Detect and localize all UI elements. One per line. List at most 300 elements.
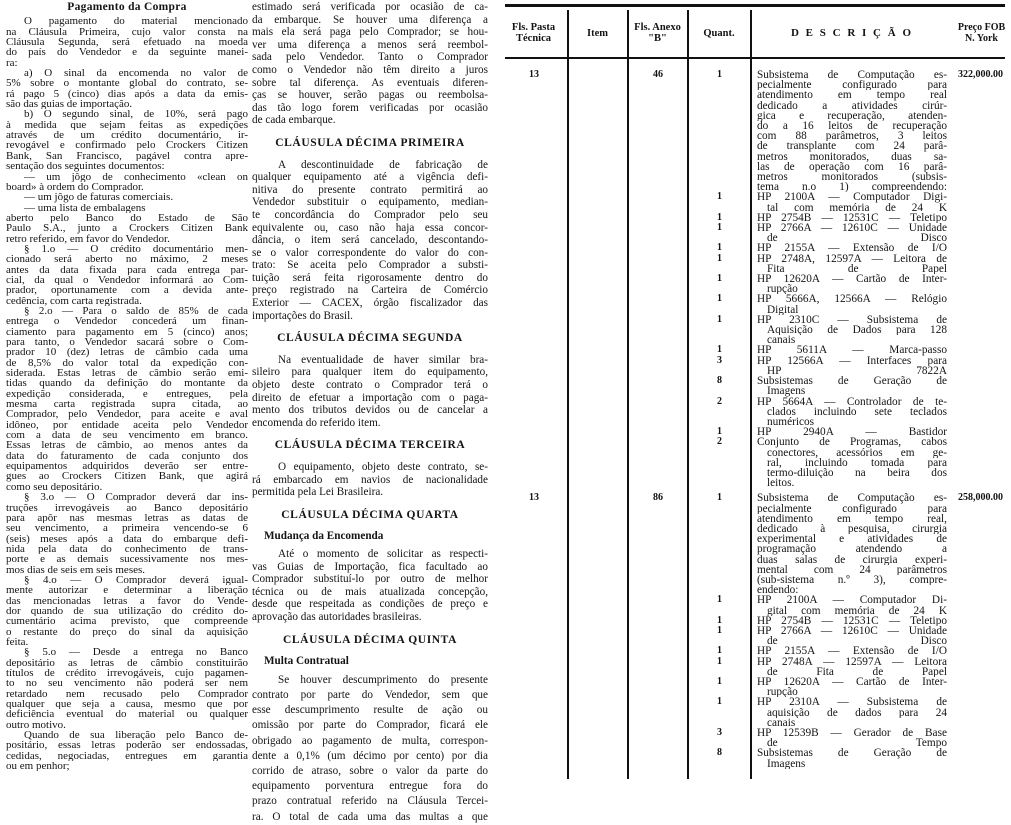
empty-cell xyxy=(568,626,628,646)
text-line: 5% sobre o montante global do contrato, se- xyxy=(6,78,248,89)
paragraph xyxy=(6,213,248,244)
cell-descricao xyxy=(751,437,947,488)
cell-quant: 3 xyxy=(717,727,722,738)
text-line: estimado será verificada por ocasião de ca- xyxy=(252,1,488,13)
paragraph xyxy=(252,548,488,624)
cell-descricao xyxy=(751,376,947,396)
empty-cell xyxy=(628,192,688,212)
sub-item-row xyxy=(500,274,1011,294)
text-line: siderada. Estas letras de câmbio serão emi- xyxy=(6,368,248,379)
empty-cell xyxy=(947,646,1011,656)
clause-subheading: Multa Contratual xyxy=(264,655,349,668)
paragraph xyxy=(252,354,488,430)
empty-cell xyxy=(568,376,628,396)
cell-fls-pasta: 13 xyxy=(529,69,539,80)
cell-descricao xyxy=(751,595,947,615)
empty-cell xyxy=(568,677,628,697)
cell-descricao xyxy=(751,213,947,223)
table-row xyxy=(500,493,1011,595)
cell-descricao xyxy=(751,493,947,595)
description-line: programação atendendo a xyxy=(757,544,947,555)
text-line: sobre tal diferença. As eventuais diferen- xyxy=(252,76,488,89)
text-line: antes da data fixada para cada entrega par- xyxy=(6,264,248,275)
text-line: Essas letras de câmbio, ao menos antes da xyxy=(6,440,248,451)
text-line: esse descumprimento resulte de ação ou xyxy=(252,704,488,717)
cell-quant: 3 xyxy=(717,354,722,366)
text-line: direito de efetuar a importação com o paga- xyxy=(252,391,488,404)
empty-cell xyxy=(628,616,688,626)
text-line: à medida que sejam feitas as expedições xyxy=(6,119,248,131)
sub-item-row xyxy=(500,294,1011,314)
text-line: — uma lista de embalagens xyxy=(24,202,146,213)
empty-cell xyxy=(628,677,688,697)
description-line: HP 2766A — 12610C — Unidade xyxy=(757,223,947,234)
cell-descricao xyxy=(751,254,947,274)
text-line: board» à ordem do Comprador. xyxy=(6,181,144,193)
header-preco: Preço FOB N. York xyxy=(957,22,1006,44)
empty-cell xyxy=(500,315,568,346)
cell-descricao xyxy=(751,274,947,294)
empty-cell xyxy=(500,223,568,243)
empty-cell xyxy=(500,274,568,294)
cell-quant: 1 xyxy=(717,614,722,626)
cell-descricao xyxy=(751,315,947,346)
clause-subheading: Mudança da Encomenda xyxy=(264,530,384,543)
text-line: deficiência eventual do material ou qualquer xyxy=(6,709,248,720)
description-line: HP 7822A xyxy=(767,365,947,377)
description-line: HP 2748A — 12597A — Leitora xyxy=(757,656,947,667)
empty-cell xyxy=(568,657,628,677)
sub-item-row xyxy=(500,437,1011,488)
text-line: como o Vendedor não têm direito a juros xyxy=(252,63,488,76)
cell-quant: 1 xyxy=(717,655,722,667)
empty-cell xyxy=(500,646,568,656)
empty-cell xyxy=(947,437,1011,488)
table-row-group xyxy=(500,493,1011,768)
empty-cell xyxy=(568,397,628,428)
table-row-group xyxy=(500,70,1011,488)
text-line: seu vencimento, a primeira vencendo-se 6 xyxy=(6,523,248,534)
description-line: atendimento em tempo real xyxy=(757,90,947,101)
text-line: técnica ou de mais atualizada concepção, xyxy=(252,585,488,598)
text-line: mos dias de seis em seis meses. xyxy=(6,564,146,575)
empty-cell xyxy=(947,626,1011,646)
empty-cell xyxy=(628,376,688,396)
description-line: de Disco xyxy=(767,233,947,244)
empty-cell xyxy=(568,437,628,488)
paragraph xyxy=(6,306,248,492)
text-line: preço registrado na Carteira de Comércio xyxy=(252,284,488,297)
empty-cell xyxy=(500,376,568,396)
cell-descricao xyxy=(751,356,947,376)
cell-descricao xyxy=(751,243,947,253)
left-column xyxy=(6,2,248,771)
cell-descricao xyxy=(751,345,947,355)
text-line: prador 10 (dez) letras de câmbio cada uma xyxy=(6,347,248,358)
description-line: aquisição de dados para 24 xyxy=(767,707,947,718)
cell-quant: 1 xyxy=(717,222,722,234)
sub-item-row xyxy=(500,697,1011,728)
text-line: através de um crédito documentário, ir- xyxy=(6,130,248,141)
text-line: mais ela será paga pelo Comprador; se hou- xyxy=(252,26,488,39)
paragraph xyxy=(6,192,248,202)
description-line: mental com 24 parâmetros xyxy=(757,564,947,575)
text-line: das mencionadas letras a favor do Vende- xyxy=(6,595,248,606)
text-line: dor quando de sua utilização do crédito do- xyxy=(6,605,248,617)
paragraph xyxy=(6,68,248,109)
clause-heading: CLÁUSULA DÉCIMA QUINTA xyxy=(282,633,457,646)
text-line: cumentário acima previsto, que compreende xyxy=(6,616,248,627)
paragraph xyxy=(252,159,488,323)
header-fls-anexo: Fls. Anexo "B" xyxy=(634,22,681,44)
text-line: rá embarcado em navios de nacionalidade xyxy=(252,473,488,486)
cell-quant: 1 xyxy=(717,252,722,264)
description-line: HP 2766A — 12610C — Unidade xyxy=(757,625,947,637)
sub-item-row xyxy=(500,213,1011,223)
text-line: retro referido, em favor do Vendedor. xyxy=(6,233,170,244)
cell-quant: 1 xyxy=(717,594,722,606)
middle-column xyxy=(252,1,488,825)
description-line: tal com memória de 24 K xyxy=(767,202,947,213)
text-line: Vendedor substituir o equipamento, median- xyxy=(252,196,488,209)
description-line: metros monitorados, duas sa- xyxy=(757,151,947,162)
empty-cell xyxy=(947,274,1011,294)
text-line: § 5.o — Desde a entrega no Banco xyxy=(24,647,248,658)
empty-cell xyxy=(500,345,568,355)
text-line: equipamento porventura entregue fora do xyxy=(252,780,488,793)
empty-cell xyxy=(947,243,1011,253)
description-line: de transplante com 24 parâ- xyxy=(757,141,947,152)
sub-item-row xyxy=(500,646,1011,656)
cell-descricao xyxy=(751,397,947,428)
left-column-body xyxy=(6,16,248,771)
text-line: mente autorizar e determinar a liberação xyxy=(6,585,248,596)
text-line: para apôr nas mesmas letras as datas de xyxy=(6,512,248,524)
text-line: das tão logo forem verificadas por ocasião xyxy=(252,101,488,114)
description-line: Subsistema de Computação es- xyxy=(757,493,947,504)
empty-cell xyxy=(947,595,1011,615)
empty-cell xyxy=(628,626,688,646)
sub-item-row xyxy=(500,397,1011,428)
text-line: para tanto, o Vendedor sacará sobre o Com- xyxy=(6,337,248,348)
text-line: data do faturamento de cada conjunto dos xyxy=(6,450,248,462)
description-line: HP 2100A — Computador Digi- xyxy=(757,192,947,203)
header-item: Item xyxy=(587,27,608,39)
cell-quant: 1 xyxy=(717,69,722,80)
text-line: cedidas, negociadas, entregues em garantia xyxy=(6,750,248,762)
empty-cell xyxy=(568,294,628,314)
text-line: do país do Vendedor e da seguinte manei- xyxy=(6,47,248,58)
text-line: ra: xyxy=(6,57,18,69)
text-line: Cláusula Segunda, será efetuado na moeda xyxy=(6,37,248,48)
text-line: sileiro para qualquer item do equipamento, xyxy=(252,366,488,379)
cell-descricao xyxy=(751,697,947,728)
cell-descricao xyxy=(751,427,947,437)
text-line: qualquer equipamento até a vigência defi- xyxy=(252,171,488,184)
text-line: Paulo S.A., junto a Crockers Citizen Bank xyxy=(6,223,248,234)
text-line: mesma carta registrada supra citada, ao xyxy=(6,399,248,410)
paragraph xyxy=(6,109,248,171)
text-line: § 1.o — O crédito documentário men- xyxy=(24,243,248,255)
sub-item-row xyxy=(500,657,1011,677)
paragraph xyxy=(6,730,248,771)
text-line: aberto pelo Banco do Estado de São xyxy=(6,212,248,224)
empty-cell xyxy=(500,356,568,376)
cell-descricao xyxy=(751,728,947,748)
text-line: ciamento para pagamento em 5 (cinco) anos; xyxy=(6,326,248,337)
description-line: ral, incluindo tomada para xyxy=(767,457,947,468)
empty-cell xyxy=(628,213,688,223)
description-line: do a 16 leitos de recuperação xyxy=(757,121,947,132)
text-line: qualquer que seja a causa, mesmo que por xyxy=(6,699,248,710)
description-line: gital com memória de 24 K xyxy=(767,605,947,616)
description-line: termo-diluição na beira dos xyxy=(767,467,947,479)
sub-item-row xyxy=(500,626,1011,646)
cell-descricao xyxy=(751,616,947,626)
empty-cell xyxy=(628,223,688,243)
text-line: Comprador, pelo Vendedor, para aceite e aval xyxy=(6,409,248,420)
sub-item-row xyxy=(500,595,1011,615)
cell-quant: 1 xyxy=(717,696,722,708)
cell-quant: 1 xyxy=(717,211,722,223)
text-line: revogável e confirmado pelo Crockers Citizen xyxy=(6,140,248,151)
sub-item-row xyxy=(500,223,1011,243)
text-line: Se houver descumprimento do presente xyxy=(278,673,488,686)
text-line: ças se houver, serão pagas ou reembolsa- xyxy=(252,89,488,102)
header-quant: Quant. xyxy=(703,27,735,39)
text-line: Exterior — CACEX, órgão fiscalizador das xyxy=(252,297,488,310)
empty-cell xyxy=(947,616,1011,626)
empty-cell xyxy=(500,243,568,253)
empty-cell xyxy=(500,294,568,314)
text-line: Comprador substituí-lo por outro de melhor xyxy=(252,573,488,586)
cell-quant: 1 xyxy=(717,645,722,657)
cell-quant: 1 xyxy=(717,624,722,636)
clause-heading: CLÁUSULA DÉCIMA SEGUNDA xyxy=(277,332,463,345)
description-line: HP 12620A — Cartão de Inter- xyxy=(757,274,947,285)
empty-cell xyxy=(568,345,628,355)
cell-descricao xyxy=(751,748,947,768)
equipment-table xyxy=(500,0,1011,779)
empty-cell xyxy=(628,697,688,728)
text-line: truções irrevogáveis ao Banco depositário xyxy=(6,502,248,513)
text-line: aprovação das autoridades brasileiras. xyxy=(252,610,422,623)
empty-cell xyxy=(628,748,688,768)
text-line: dância, o item será cancelado, descontando- xyxy=(252,234,488,247)
table-row xyxy=(500,70,1011,192)
empty-cell xyxy=(947,728,1011,748)
empty-cell xyxy=(947,657,1011,677)
empty-cell xyxy=(568,748,628,768)
description-line: de Fita de Papel xyxy=(767,666,947,677)
description-line: HP 2940A — Bastidor xyxy=(757,427,947,438)
text-line: prazo contratual referido na Cláusula Tercei- xyxy=(252,795,488,808)
text-line: positário, essas letras poderão ser endossadas, xyxy=(6,740,248,751)
sub-item-row xyxy=(500,376,1011,396)
cell-item xyxy=(568,70,628,192)
text-line: § 2.o — Para o saldo de 85% de cada xyxy=(24,305,248,317)
empty-cell xyxy=(500,397,568,428)
empty-cell xyxy=(500,697,568,728)
text-line: com a data de seu vencimento em branco. xyxy=(6,430,248,441)
empty-cell xyxy=(628,595,688,615)
text-line: — um jôgo de faturas comerciais. xyxy=(24,192,174,203)
text-line: depositário as letras de câmbio constituirão xyxy=(6,657,248,668)
description-line: Imagens xyxy=(767,758,806,769)
description-line: experimental e atividades de xyxy=(757,534,947,545)
paragraph xyxy=(6,492,248,575)
description-line: HP 2748A, 12597A — Leitora de xyxy=(757,253,947,264)
text-line: de cada embarque. xyxy=(252,114,336,127)
description-line: Subsistemas de Geração de xyxy=(757,748,947,759)
empty-cell xyxy=(628,345,688,355)
description-line: canais xyxy=(767,335,796,346)
text-line: tidas quando da definição do montante da xyxy=(6,378,248,389)
text-line: § 4.o — O Comprador deverá igual- xyxy=(24,574,248,586)
text-line: prador, oportunamente com a devida ante- xyxy=(6,285,248,296)
text-line: § 3.o — O Comprador deverá dar ins- xyxy=(24,492,248,503)
empty-cell xyxy=(947,397,1011,428)
description-line: Subsistemas de Geração de xyxy=(757,376,947,387)
text-line: te concordância do Comprador pelo seu xyxy=(252,208,488,221)
text-line: contrato por parte do Vendedor, sem que xyxy=(252,688,488,701)
empty-cell xyxy=(500,254,568,274)
empty-cell xyxy=(628,315,688,346)
text-line: permitida pela Lei Brasileira. xyxy=(252,486,384,499)
clause-heading: CLÁUSULA DÉCIMA TERCEIRA xyxy=(274,439,466,452)
empty-cell xyxy=(500,626,568,646)
cell-descricao xyxy=(751,646,947,656)
paragraph xyxy=(6,244,248,306)
sub-item-row xyxy=(500,345,1011,355)
text-line: O equipamento, objeto deste contrato, se- xyxy=(278,461,488,473)
empty-cell xyxy=(947,427,1011,437)
description-line: rupção xyxy=(767,284,798,295)
cell-quant: 1 xyxy=(717,344,722,356)
paragraph xyxy=(6,172,248,193)
description-line: numéricos xyxy=(767,416,815,428)
description-line: Conjunto de Programas, cabos xyxy=(757,437,947,448)
text-line: o restante do preço do sinal da aquisição xyxy=(6,626,248,637)
cell-quant: 2 xyxy=(717,395,722,407)
description-line: Aquisição de Dados para 128 xyxy=(767,325,947,336)
text-line: obrigado ao pagamento de multa, correspon- xyxy=(252,734,488,747)
description-line: duas salas de cirurgia experi- xyxy=(757,554,947,565)
empty-cell xyxy=(628,294,688,314)
sub-item-row xyxy=(500,677,1011,697)
empty-cell xyxy=(568,254,628,274)
text-line: vas Guias de Importação, fica facultado ao xyxy=(252,560,488,573)
description-line: HP 2754B — 12531C — Teletipo xyxy=(757,212,947,224)
text-line: títulos de crédito irrevogáveis, cujo pagamen- xyxy=(6,668,248,679)
empty-cell xyxy=(947,294,1011,314)
text-line: são das guias de importação. xyxy=(6,99,133,110)
empty-cell xyxy=(947,254,1011,274)
empty-cell xyxy=(568,616,628,626)
cell-fls-pasta: 13 xyxy=(529,492,539,504)
description-line: dedicado à pesquisa, cirurgia xyxy=(757,523,947,535)
sub-item-row xyxy=(500,243,1011,253)
text-line: expedição considerada, e entregues, pela xyxy=(6,388,248,400)
description-line: dedicado a atividades cirúr- xyxy=(757,100,947,111)
text-line: (seis) meses após a data do embarque defi- xyxy=(6,533,248,544)
empty-cell xyxy=(947,213,1011,223)
description-line: (sub-sistema n.º 3), compre- xyxy=(757,574,947,586)
empty-cell xyxy=(628,274,688,294)
empty-cell xyxy=(628,427,688,437)
empty-cell xyxy=(500,192,568,212)
description-line: leitos. xyxy=(767,478,795,489)
text-line: mento dos tributos devidos ou de cancelar a xyxy=(252,404,488,417)
description-line: gica e recuperação, atenden- xyxy=(757,110,947,122)
cell-quant: 1 xyxy=(717,675,722,687)
clause-heading: CLÁUSULA DÉCIMA QUARTA xyxy=(281,508,459,521)
empty-cell xyxy=(628,397,688,428)
description-line: HP 12620A — Cartão de Inter- xyxy=(757,676,947,688)
description-line: HP 12539B — Gerador de Base xyxy=(757,728,947,739)
text-line: Até o momento de solicitar as respecti- xyxy=(278,547,488,560)
description-line: de Disco xyxy=(767,636,947,647)
description-line: las de operação com 16 parâ- xyxy=(757,161,947,173)
description-line: pecialmente configurado para xyxy=(757,80,947,91)
header-fls-pasta: Fls. Pasta Técnica xyxy=(511,22,556,44)
text-line: a) O sinal da encomenda no valor de xyxy=(24,68,248,79)
text-line: na Cláusula Primeira, cujo valor consta na xyxy=(6,26,248,38)
text-line: se o valor correspondente do valor do con- xyxy=(252,246,488,259)
empty-cell xyxy=(500,595,568,615)
cell-quant: 1 xyxy=(717,242,722,254)
empty-cell xyxy=(568,697,628,728)
empty-cell xyxy=(568,646,628,656)
empty-cell xyxy=(947,315,1011,346)
cell-quant: 1 xyxy=(717,492,722,504)
text-line: ra. O total de cada uma das multas a que xyxy=(252,810,488,823)
empty-cell xyxy=(568,356,628,376)
paragraph xyxy=(6,647,248,730)
sub-item-row xyxy=(500,356,1011,376)
cell-preco: 322,000.00 xyxy=(958,69,1003,80)
description-line: HP 2754B — 12531C — Teletipo xyxy=(757,615,947,626)
description-line: Digital xyxy=(767,304,799,315)
empty-cell xyxy=(947,345,1011,355)
empty-cell xyxy=(947,223,1011,243)
empty-cell xyxy=(628,437,688,488)
paragraph xyxy=(6,203,248,213)
description-line: HP 2155A — Extensão de I/O xyxy=(757,646,947,657)
description-line: com 88 parâmetros, 3 leitos xyxy=(757,131,947,142)
text-line: cedência, com carta registrada. xyxy=(6,295,142,306)
text-line: objeto deste contrato o Comprador terá o xyxy=(252,379,488,392)
text-line: b) O segundo sinal, de 10%, será pago xyxy=(24,109,248,120)
cell-descricao xyxy=(751,626,947,646)
empty-cell xyxy=(568,192,628,212)
empty-cell xyxy=(568,213,628,223)
paragraph xyxy=(252,673,488,825)
empty-cell xyxy=(628,243,688,253)
text-line: dente a 0,1% (um décimo por cento) por dia xyxy=(252,749,488,762)
text-line: trato: Se aceita pelo Comprador a substi- xyxy=(252,259,488,272)
empty-cell xyxy=(947,748,1011,768)
text-line: nitiva do presente contrato permitirá ao xyxy=(252,183,488,196)
empty-cell xyxy=(568,728,628,748)
description-line: canais xyxy=(767,717,796,728)
sub-item-row xyxy=(500,427,1011,437)
description-line: HP 5666A, 12566A — Relógio xyxy=(757,294,947,305)
text-line: cionado será aberto no máximo, 2 meses xyxy=(6,254,248,265)
cell-fls-anexo: 46 xyxy=(653,69,663,80)
text-line: importações do Brasil. xyxy=(252,309,353,322)
empty-cell xyxy=(628,646,688,656)
